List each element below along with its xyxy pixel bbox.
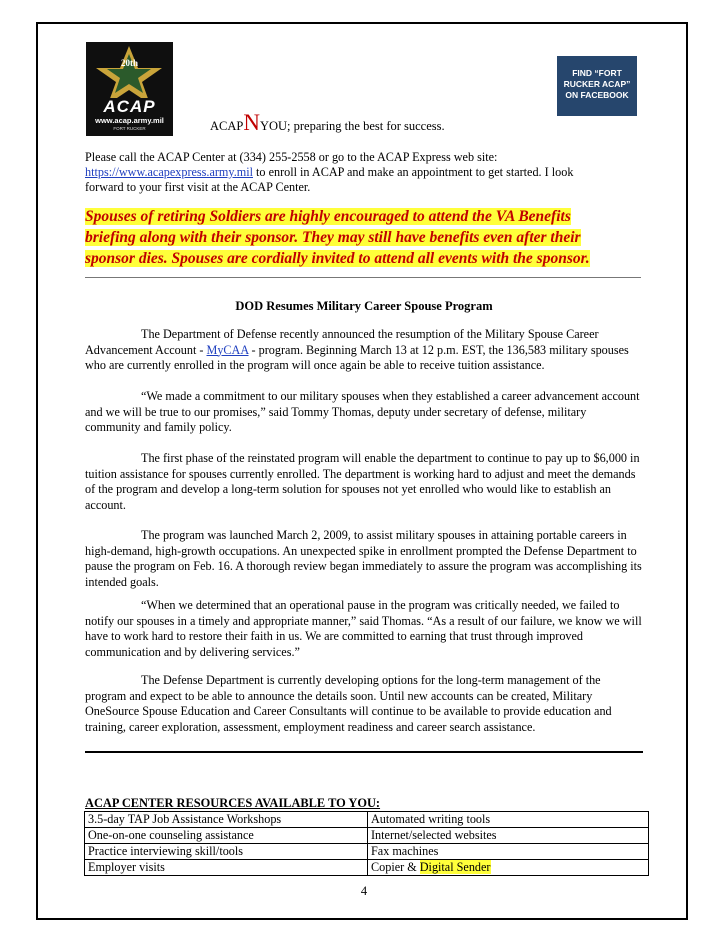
spouse-notice: [85, 206, 645, 269]
facebook-promo[interactable]: [557, 56, 637, 116]
tagline-suffix: YOU; preparing the best for success.: [259, 119, 445, 133]
table-row: [85, 812, 649, 828]
article-paragraph-3: [85, 451, 643, 513]
table-row: [85, 828, 649, 844]
p4-text: The program was launched March 2, 2009, to assist military spouses in attaining portable careers in high-demand, high-growth occupations. An unexpected spike in enrollment prompted the Defense Department to pause the program on Feb. 16. A thorough review began immediately to assure the program was accomplishing its intended goals.: [85, 528, 642, 589]
notice-line-1: Spouses of retiring Soldiers are highly encouraged to attend the VA Benefits: [85, 208, 571, 225]
notice-line-2: briefing along with their sponsor. They may still have benefits even after their: [85, 229, 581, 246]
contact-line-2: [85, 165, 573, 180]
table-cell: 3.5-day TAP Job Assistance Workshops: [85, 812, 368, 828]
p3-text: The first phase of the reinstated program will enable the department to continue to pay up to $6,000 in tuition assistance for spouses currently enrolled. The department is working hard to adjust and meet the demands of the program and develop a long-term solution for spouses not yet enrolled who would like to establish an account.: [85, 451, 640, 512]
facebook-line-3: ON FACEBOOK: [565, 90, 629, 100]
tagline: [210, 110, 445, 136]
article-title: DOD Resumes Military Career Spouse Program: [235, 299, 493, 313]
p5-text: “When we determined that an operational pause in the program was critically needed, we failed to notify our spouses in a timely and appropriate manner,” said Thomas. “As a result of our failure, we know we will have to work hard to restore their faith in us. We are committed to earning that trust through improved communication and by delivering services.”: [85, 598, 642, 659]
table-row: [85, 860, 649, 876]
mycaa-link[interactable]: MyCAA: [206, 342, 249, 357]
table-cell: One-on-one counseling assistance: [85, 828, 368, 844]
logo-url: www.acap.army.mil: [95, 116, 164, 125]
p6-text: The Defense Department is currently developing options for the long-term management of the program and expect to be able to announce the details soon. Until new accounts can be created, Military OneSource Spouse Education and Career Consultants will continue to be available to provide education and training, career exploration, assessment, employment readiness and career search assistance.: [85, 673, 612, 734]
resources-title: ACAP CENTER RESOURCES AVAILABLE TO YOU:: [85, 796, 381, 810]
divider-bottom: [85, 751, 643, 753]
logo-badge: 20th: [120, 58, 138, 68]
facebook-line-2: RUCKER ACAP”: [563, 79, 631, 89]
contact-line-3: forward to your first visit at the ACAP Center.: [85, 180, 311, 194]
p1-text-a: The Department of Defense recently announced the resumption of the Military Spouse Career Advancement Account -: [85, 327, 599, 357]
acap-express-link[interactable]: https://www.acapexpress.army.mil: [85, 165, 253, 179]
contact-line-2-text: to enroll in ACAP and make an appointment to get started. I look: [253, 165, 574, 179]
resources-table: [84, 811, 649, 876]
table-cell: Employer visits: [85, 860, 368, 876]
p2-text: “We made a commitment to our military spouses when they established a career advancement account and we will be true to our promises,” said Tommy Thomas, deputy under secretary of defense, military community and family policy.: [85, 389, 640, 435]
table-cell: Practice interviewing skill/tools: [85, 844, 368, 860]
p1-text-b: - program. Beginning March 13 at 12 p.m. EST, the 136,583 military spouses who are currently enrolled in the program will once again be able to receive tuition assistance.: [85, 342, 629, 373]
article-paragraph-5: [85, 598, 643, 660]
article-paragraph-6: [85, 673, 643, 735]
table-cell: Automated writing tools: [368, 812, 649, 828]
tagline-big-letter: N: [243, 110, 260, 135]
article-paragraph-2: [85, 389, 643, 436]
article-paragraph-4: [85, 528, 643, 590]
logo-location: FORT RUCKER: [113, 126, 146, 131]
table-cell: Fax machines: [368, 844, 649, 860]
page-number: 4: [360, 884, 368, 898]
divider-top: [85, 277, 641, 278]
acap-logo: [86, 42, 173, 136]
table-cell: Internet/selected websites: [368, 828, 649, 844]
copier-text: Copier &: [371, 860, 420, 874]
digital-sender-highlight: Digital Sender: [419, 860, 491, 874]
table-row: [85, 844, 649, 860]
facebook-line-1: FIND “FORT: [572, 68, 622, 78]
table-cell: [368, 860, 649, 876]
contact-line-1: Please call the ACAP Center at (334) 255-2558 or go to the ACAP Express web site:: [85, 150, 498, 164]
article-paragraph-1: [85, 327, 643, 374]
logo-name: ACAP: [103, 97, 156, 116]
tagline-prefix: ACAP: [210, 119, 244, 133]
notice-line-3: sponsor dies. Spouses are cordially invited to attend all events with the sponsor.: [85, 250, 590, 267]
